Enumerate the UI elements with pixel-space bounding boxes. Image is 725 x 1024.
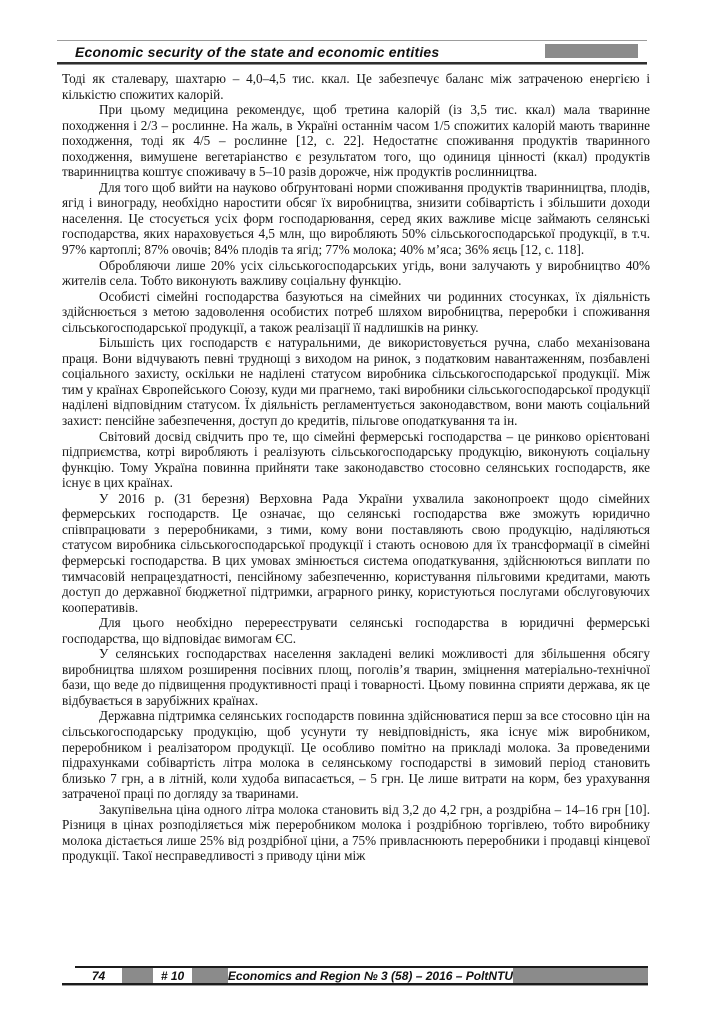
issue-number: # 10 (153, 968, 192, 983)
header-row (57, 41, 647, 62)
article-body (62, 71, 650, 864)
footer-separator-bar (513, 968, 648, 983)
footer-left-pad (62, 968, 75, 983)
section-title: Economic security of the state and economic entities (75, 43, 440, 60)
page-header (57, 40, 647, 64)
page-footer (62, 966, 648, 985)
body-paragraph: При цьому медицина рекомендує, щоб третина калорій (із 3,5 тис. ккал) мала тваринне походження і 2/3 – рослинне. На жаль, в Україні останнім часом 1/5 спожитих калорій мають тваринне походження, тоді як 4/5 – рослинне [12, с. 22]. Недостатнє споживання продуктів тваринного походження, вимушене вегетаріанство є результатом того, що одиниця цінності (ккал) продуктів тваринництва коштує споживачу в 5–10 разів дорожче, ніж продуктів рослинництва. (62, 102, 650, 180)
body-paragraph: У 2016 р. (31 березня) Верховна Рада України ухвалила законопроект щодо сімейних фермерських господарств. Це означає, що селянські господарства вже зможуть юридично співпрацювати з переробниками, з тими, кому вони поставляють свою продукцію, наділяються статусом виробника сільськогосподарської продукції і стають основою для їх трансформації в сімейні фермерські господарства. В цих умовах змінюється система оподаткування, здійснюються виплати по тимчасовій непрацездатності, пенсійному забезпеченню, користування пільговими кредитами, мають доступ до державної бюджетної підтримки, аграрного ринку, користуються послугами обслуговуючих кооперативів. (62, 490, 650, 615)
body-paragraph: Тоді як сталевару, шахтарю – 4,0–4,5 тис. ккал. Це забезпечує баланс між затраченою енергією і кількістю спожитих калорій. (62, 71, 650, 102)
body-paragraph: Державна підтримка селянських господарств повинна здійснюватися перш за все стосовно цін на сільськогосподарську продукцію, щоб усунути ту невідповідність, яка існує між виробником, переробником і реалізатором продукції. Це особливо помітно на прикладі молока. За проведеними підрахунками собівартість літра молока в селянському господарстві в зимовий період становить близько 7 грн, а в літній, коли худоба випасається, – 5 грн. Це лише витрати на корм, без урахування затраченої праці по догляду за тваринами. (62, 708, 650, 802)
body-paragraph: Більшість цих господарств є натуральними, де використовується ручна, слабо механізована праця. Вони відчувають певні труднощі з виходом на ринок, з податковим навантаженням, позбавлені соціального захисту, оскільки не наділені статусом виробника сільськогосподарської продукції. Між тим у країнах Європейського Союзу, куди ми прагнемо, такі виробники сільськогосподарської продукції наділені відповідним статусом. Їх діяльність регламентується законодавством, вони мають соціальний захист: пенсійне забезпечення, доступ до кредитів, пільгове оподаткування та ін. (62, 335, 650, 429)
header-accent-bar (545, 44, 638, 58)
footer-bottom-rule (62, 983, 648, 985)
footer-separator-bar (192, 968, 228, 983)
body-paragraph: Для того щоб вийти на науково обґрунтовані норми споживання продуктів тваринництва, плодів, ягід і винограду, необхідно наростити обсяг їх виробництва, знизити собівартість і збільшити доходи населення. Це стосується усіх форм господарювання, серед яких важливе місце займають селянські господарства, яких нараховується 4,5 млн, що виробляють 50% сільськогосподарської продукції, в т.ч. 97% картоплі; 87% овочів; 84% плодів та ягід; 77% молока; 40% м’яса; 36% яєць [12, с. 118]. (62, 179, 650, 258)
journal-title: Economics and Region № 3 (58) – 2016 – PoltNTU (227, 968, 514, 983)
body-paragraph: Світовий досвід свідчить про те, що сімейні фермерські господарства – це ринково орієнтовані підприємства, котрі виробляють і реалізують сільськогосподарську продукцію, виконують соціальну функцію. Тому Україна повинна прийняти таке законодавство стосовно селянських господарств, яке існує в цих країнах. (62, 428, 650, 491)
body-paragraph: Особисті сімейні господарства базуються на сімейних чи родинних стосунках, їх діяльність здійснюється з метою задоволення особистих потреб шляхом виробництва, переробки і споживання сільськогосподарської продукції, а також реалізації її надлишків на ринку. (62, 288, 650, 335)
footer-separator-bar (122, 968, 153, 983)
body-paragraph: У селянських господарствах населення закладені великі можливості для збільшення обсягу виробництва шляхом розширення посівних площ, поголів’я тварин, зміцнення матеріально-технічної бази, що веде до підвищення продуктивності праці і товарності. Цьому повинна сприяти держава, як це відбувається в зарубіжних країнах. (62, 646, 650, 708)
page-number: 74 (75, 968, 122, 983)
header-bottom-rule (57, 62, 647, 64)
body-paragraph: Обробляючи лише 20% усіх сільськогосподарських угідь, вони залучають у виробництво 40% жителів села. Тобто виконують важливу соціальну функцію. (62, 257, 650, 289)
body-paragraph: Закупівельна ціна одного літра молока становить від 3,2 до 4,2 грн, а роздрібна – 14–16 грн [10]. Різниця в цінах розподіляється між переробником молока і роздрібною торгівлею, тобто виробнику молока дістається лише 25% від роздрібної ціни, а 75% привласнюють переробники і продавці кінцевої продукції. Такої несправедливості з приводу ціни між (62, 801, 650, 864)
footer-bar (62, 968, 648, 983)
body-paragraph: Для цього необхідно перереєструвати селянські господарства в юридичні фермерські господарства, що відповідає вимогам ЄС. (62, 615, 650, 646)
